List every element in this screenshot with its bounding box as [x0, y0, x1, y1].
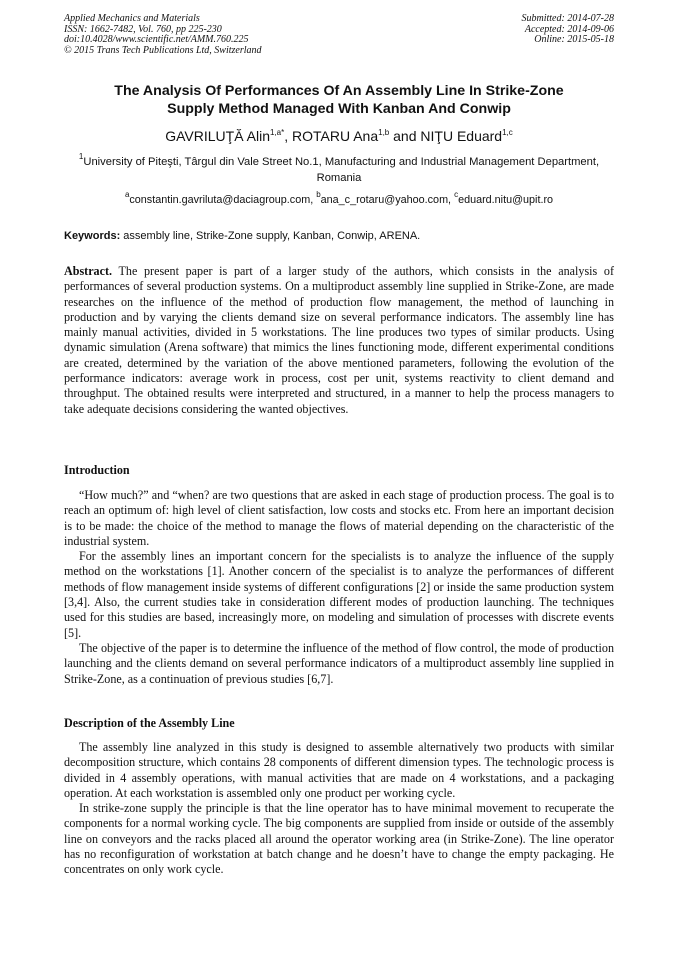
submitted-date: Submitted: 2014-07-28 [521, 13, 614, 24]
introduction-heading: Introduction [64, 463, 130, 477]
abstract-text: The present paper is part of a larger study of the authors, which consists in the analysis of performances of several production systems. On a multiproduct assembly line supplied in Strike-Zone, are made researches on the influence of the method of production flow management, the method of launching in production and by varying the clients demand size on several performance indicators. The assembly line has mainly manual activities, divided in 5 workstations. The line produces two types of similar products. Using dynamic simulation (Arena software) that mimics the lines functioning mode, different experimental conditions are created, determined by the variation of the above mentioned parameters, following the evolution of the performance indicators: average work in process, cost per unit, systems reactivity to client demand and throughput. The obtained results were interpreted and structured, in a manner to help the process managers to take adequate decisions considering the wanted objectives. [64, 264, 614, 416]
copyright-line: © 2015 Trans Tech Publications Ltd, Switzerland [64, 44, 262, 56]
introduction-body [64, 488, 614, 687]
online-date: Online: 2015-05-18 [534, 34, 614, 46]
email-b-marker: b [316, 190, 321, 199]
keywords [64, 229, 614, 244]
author-separator-2: and [389, 128, 421, 144]
author-1-name: GAVRILUŢĂ Alin [165, 128, 270, 144]
email-c-marker: c [454, 190, 459, 199]
email-b: ana_c_rotaru@yahoo.com, [320, 194, 455, 206]
keywords-label: Keywords: [64, 230, 121, 242]
journal-name: Applied Mechanics and Materials [64, 13, 200, 24]
description-heading: Description of the Assembly Line [64, 716, 235, 730]
author-list [64, 127, 614, 145]
author-3-affil: 1,c [502, 128, 513, 137]
desc-paragraph-2: In strike-zone supply the principle is that the line operator has to have minimal movement to recuperate the components for a normal working cycle. The big components are supplied from inside or outside of the assembly line on conveyors and the racks placed all around the operator working area (in Strike-Zone). The line operator has no reconfiguration of workstation at batch change and he doesn’t have to change the empty packaging. He concentrates on only work cycle. [64, 801, 614, 877]
author-separator-1: , [284, 128, 293, 144]
doi-line: doi:10.4028/www.scientific.net/AMM.760.225 [64, 34, 249, 46]
intro-paragraph-3: The objective of the paper is to determine the influence of the method of flow control, the mode of production launching and the clients demand on several performance indicators of a multiproduct assembly line supplied in Strike-Zone, as a continuation of previous studies [6,7]. [64, 640, 614, 686]
email-list [64, 190, 614, 208]
author-3-name: NIŢU Eduard [420, 128, 503, 144]
dates-info [522, 14, 615, 46]
issn-line: ISSN: 1662-7482, Vol. 760, pp 225-230 [64, 23, 222, 35]
abstract-label: Abstract. [64, 264, 113, 278]
desc-paragraph-1: The assembly line analyzed in this study is designed to assemble alternatively two products with similar decomposition structure, which contains 28 components of different dimension types. The technologic process is divided in 4 assembly operations, with manual activities that are made on 4 workstations, and a packaging operation. At each workstation is assembled only one product per working cycle. [64, 740, 614, 800]
paper-title [64, 82, 614, 118]
email-a-marker: a [124, 190, 130, 199]
title-line-2: Supply Method Managed With Kanban And Conwip [167, 101, 511, 117]
intro-paragraph-1: “How much?” and “when? are two questions that are asked in each stage of production process. The goal is to reach an optimum of: high level of client satisfaction, low costs and stocks etc. From here an important decision is to be made: the choice of the method to manage the flows of material depending on the characteristic of the industrial system. [64, 488, 614, 548]
affiliation [64, 152, 614, 186]
keywords-text: assembly line, Strike-Zone supply, Kanban, Conwip, ARENA. [120, 230, 421, 242]
affiliation-text: University of Piteşti, Târgul din Vale Street No.1, Manufacturing and Industrial Management Department, Romania [83, 156, 600, 184]
author-1-affil: 1,a* [270, 128, 285, 137]
email-a: constantin.gavriluta@daciagroup.com, [129, 194, 317, 206]
affiliation-marker: 1 [78, 152, 84, 161]
journal-info [64, 14, 262, 56]
author-2-name: ROTARU Ana [292, 128, 379, 144]
author-2-affil: 1,b [378, 128, 390, 137]
description-body [64, 740, 614, 878]
email-c: eduard.nitu@upit.ro [458, 194, 554, 206]
abstract [64, 264, 614, 417]
title-line-1: The Analysis Of Performances Of An Assembly Line In Strike-Zone [114, 83, 564, 99]
accepted-date: Accepted: 2014-09-06 [524, 23, 614, 35]
intro-paragraph-2: For the assembly lines an important concern for the specialists is to analyze the influence of the supply method on the workstations [1]. Another concern of the specialist is to analyze the performances of different methods of flow management inside systems of different configurations [2] or inside the same production system [3,4]. Also, the current studies take in consideration different modes of production launching. The techniques used for this studies are based, increasingly more, on modeling and simulation of processes with discrete events [5]. [64, 549, 614, 640]
